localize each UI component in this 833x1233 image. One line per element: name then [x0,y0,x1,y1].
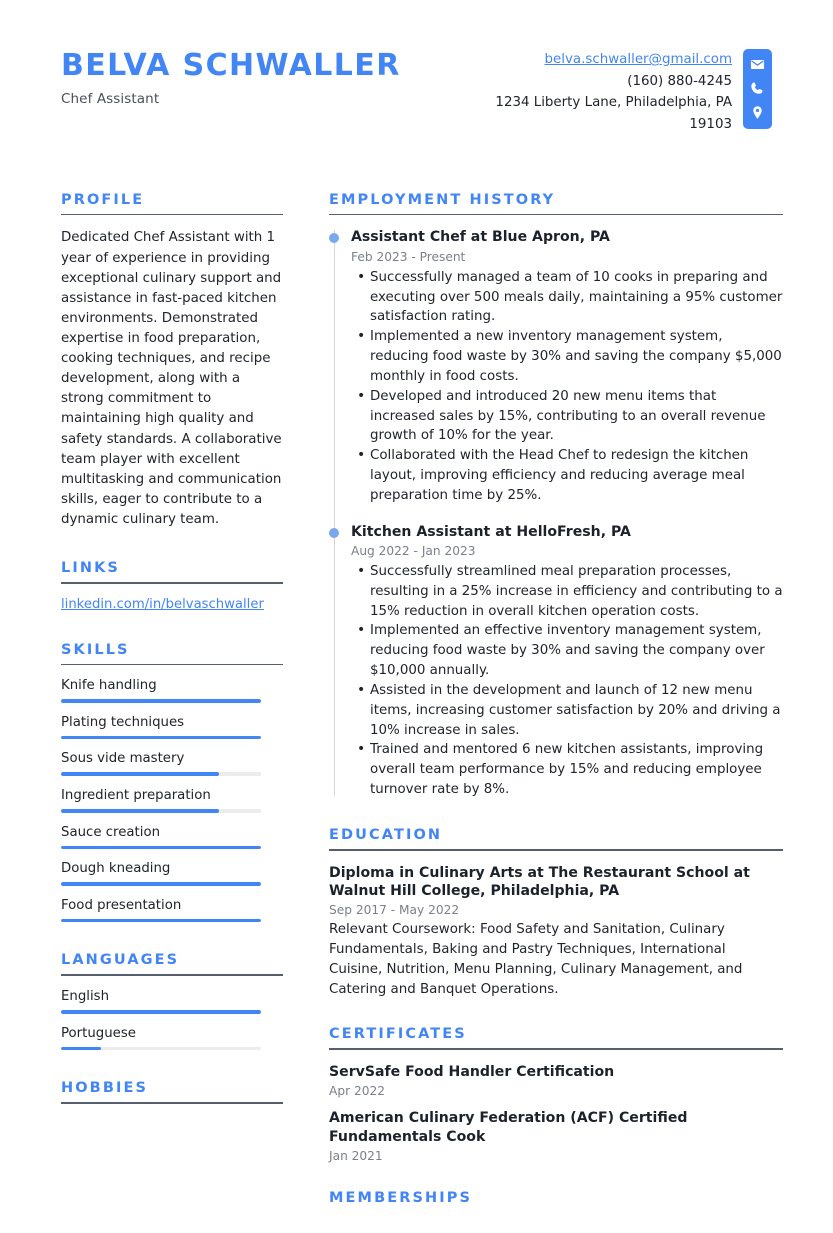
list-item [61,989,283,1014]
section-heading-memberships: MEMBERSHIPS [329,1189,473,1206]
profile-summary-text: Dedicated Chef Assistant with 1 year of experience in providing exceptional culinary support and assistance in fast-paced kitchen environments. Demonstrated expertise in food preparation, cooking techniques, and recipe development, along with a strong commitment to maintaining high quality and safety standards. A collaborative team player with excellent multitasking and communication skills, eager to contribute to a dynamic culinary team. [61,230,282,527]
bar-label: Sauce creation [61,824,161,840]
section-heading-skills: SKILLS [61,641,130,658]
bar-label: Knife handling [61,678,157,694]
employment-title: Assistant Chef at Blue Apron, PA [351,229,610,246]
proficiency-bar-track [61,1010,261,1014]
list-item [61,825,283,850]
bar-label: English [61,988,110,1004]
employment-bullet-list [351,268,783,506]
section-certificates [329,1026,783,1163]
education-title: Diploma in Culinary Arts at The Restaurant School at Walnut Hill College, Philadelphia, PA [329,864,750,899]
section-heading-hobbies: HOBBIES [61,1080,149,1097]
timeline-dot-icon [329,233,339,243]
proficiency-bar-fill [61,882,261,886]
skills-list [61,678,283,922]
list-item: • Collaborated with the Head Chef to redesign the kitchen layout, improving efficiency and reducing average meal preparation time by 25%. [370,446,783,505]
proficiency-bar-track [61,809,261,813]
section-hobbies [61,1080,283,1104]
contact-email-line [483,49,732,71]
list-item [61,715,283,740]
employment-date: Feb 2023 - Present [351,249,466,264]
bar-label: Ingredient preparation [61,788,211,804]
section-heading-employment: EMPLOYMENT HISTORY [329,191,556,208]
section-education [329,827,783,1000]
sidebar-column [61,192,283,1233]
envelope-icon [750,57,765,72]
bar-label: Food presentation [61,897,182,913]
section-rule [61,582,283,584]
proficiency-bar-track [61,846,261,850]
proficiency-bar-track [61,699,261,703]
list-item [61,1026,283,1051]
list-item [61,898,283,923]
section-rule [61,1102,283,1104]
contact-lines [483,49,743,136]
certificate-title: ServSafe Food Handler Certification [329,1064,615,1081]
employment-date: Aug 2022 - Jan 2023 [351,543,476,558]
phone-icon [750,81,765,96]
section-rule [329,214,783,216]
section-profile [61,192,283,530]
proficiency-bar-fill [61,772,219,776]
proficiency-bar-fill [61,846,261,850]
list-item [61,751,283,776]
certificate-entry [329,1063,783,1098]
location-pin-icon [750,105,765,120]
proficiency-bar-track [61,882,261,886]
education-date: Sep 2017 - May 2022 [329,903,460,918]
proficiency-bar-track [61,919,261,923]
list-item: • Trained and mentored 6 new kitchen assistants, improving overall team performance by 15% and reducing employee turnover rate by 8%. [370,740,783,799]
list-item [61,678,283,703]
contact-icon-rail [743,49,772,129]
section-heading-certificates: CERTIFICATES [329,1026,467,1043]
section-heading-links: LINKS [61,560,120,577]
list-item: • Implemented an effective inventory management system, reducing food waste by 30% and saving the company over $10,000 annually. [370,621,783,680]
education-description: Relevant Coursework: Food Safety and Sanitation, Culinary Fundamentals, Baking and Pastry Techniques, International Cuisine, Nutrition, Menu Planning, Culinary Management, and Catering and Banquet Operations. [329,922,743,997]
link-item-linkedin[interactable]: linkedin.com/in/belvaschwaller [61,596,264,612]
section-skills [61,642,283,923]
list-item: • Developed and introduced 20 new menu items that increased sales by 15%, contributing to an overall revenue growth of 10% for the year. [370,387,783,446]
contact-block [483,49,772,136]
list-item: • Assisted in the development and launch of 12 new menu items, increasing customer satisfaction by 20% and driving a 10% increase in sales. [370,681,783,740]
section-languages [61,952,283,1050]
employment-timeline [329,228,783,800]
certificates-list [329,1063,783,1163]
candidate-name: BELVA SCHWALLER [61,48,401,83]
proficiency-bar-track [61,1047,261,1051]
section-rule [329,1048,783,1050]
languages-list [61,989,283,1050]
contact-address: 1234 Liberty Lane, Philadelphia, PA 19103 [495,95,732,133]
resume-header [0,0,833,136]
certificate-title: American Culinary Federation (ACF) Certified Fundamentals Cook [329,1110,688,1145]
proficiency-bar-fill [61,1010,261,1014]
employment-title: Kitchen Assistant at HelloFresh, PA [351,523,631,540]
section-rule [61,664,283,666]
list-item: • Successfully streamlined meal preparation processes, resulting in a 25% increase in efficiency and contributing to a 15% reduction in overall kitchen operation costs. [370,562,783,621]
bar-label: Plating techniques [61,714,185,730]
section-memberships [329,1190,783,1206]
section-employment-history [329,192,783,800]
list-item: • Implemented a new inventory management system, reducing food waste by 30% and saving the company $5,000 monthly in food costs. [370,327,783,386]
proficiency-bar-fill [61,699,261,703]
identity-block [61,44,401,107]
employment-entry [351,228,783,505]
resume-body [0,192,833,1233]
timeline-dot-icon [329,528,339,538]
contact-email-link[interactable]: belva.schwaller@gmail.com [544,52,732,67]
employment-bullet-list [351,562,783,800]
education-list [329,864,783,1000]
candidate-job-title: Chef Assistant [61,90,160,107]
proficiency-bar-fill [61,809,219,813]
proficiency-bar-track [61,772,261,776]
section-rule [61,214,283,216]
certificate-date: Jan 2021 [329,1148,383,1163]
list-item [61,861,283,886]
section-rule [61,974,283,976]
bar-label: Sous vide mastery [61,751,185,767]
list-item [61,788,283,813]
contact-phone: (160) 880-4245 [627,73,732,89]
section-heading-education: EDUCATION [329,826,443,843]
list-item: • Successfully managed a team of 10 cooks in preparing and executing over 500 meals daily, maintaining a 95% customer satisfaction rating. [370,268,783,327]
certificate-entry [329,1109,783,1163]
proficiency-bar-track [61,736,261,740]
proficiency-bar-fill [61,1047,101,1051]
bar-label: Portuguese [61,1025,136,1041]
education-entry [329,864,783,1000]
section-rule [329,849,783,851]
bar-label: Dough kneading [61,861,171,877]
section-links [61,560,283,612]
employment-entry [351,523,783,800]
section-heading-languages: LANGUAGES [61,952,180,969]
certificate-date: Apr 2022 [329,1084,385,1099]
main-column [283,192,783,1233]
section-heading-profile: PROFILE [61,191,145,208]
proficiency-bar-fill [61,736,261,740]
proficiency-bar-fill [61,919,261,923]
